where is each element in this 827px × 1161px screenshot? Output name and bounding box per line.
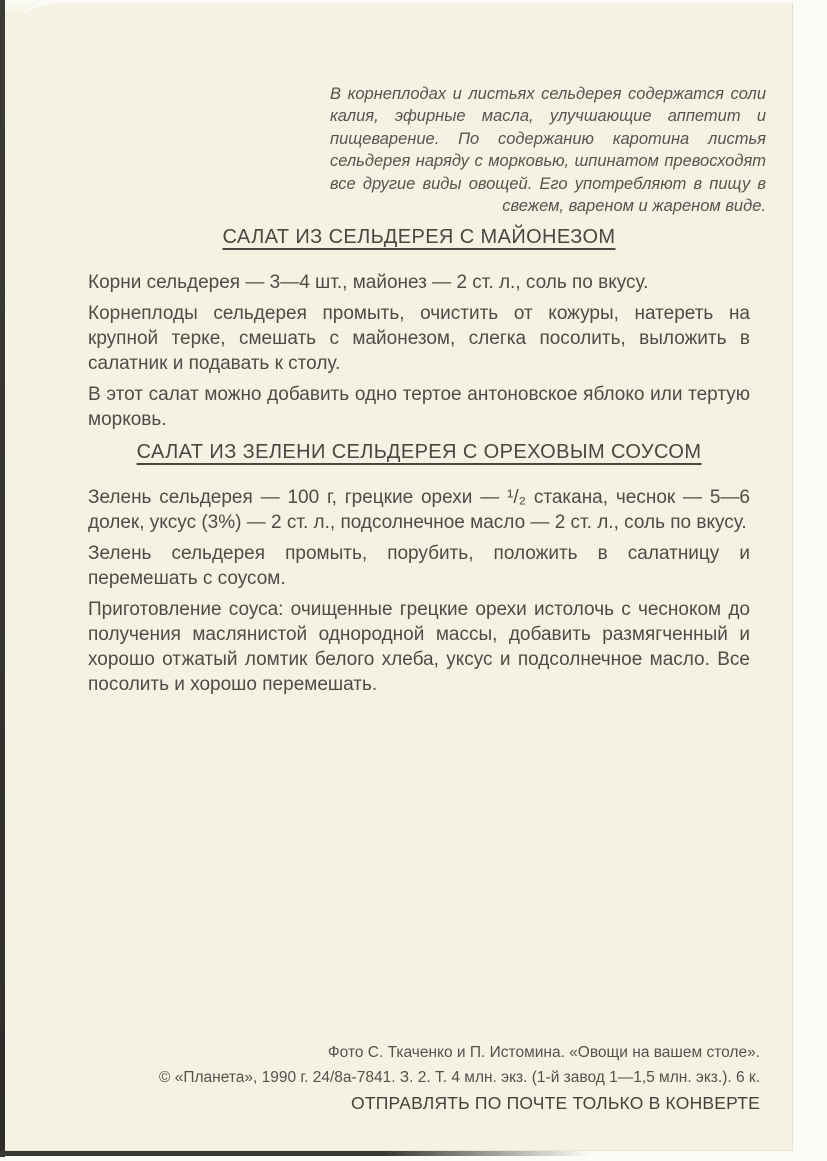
mailing-notice: ОТПРАВЛЯТЬ ПО ПОЧТЕ ТОЛЬКО В КОНВЕРТЕ	[351, 1093, 760, 1114]
scan-left-edge	[0, 0, 5, 1157]
recipe-celery-mayonnaise	[88, 225, 750, 438]
recipe-celery-greens-nut-sauce	[88, 440, 750, 703]
intro-note: В корнеплодах и листьях сельдерея содержатся соли калия, эфирные масла, улучшающие аппетит и пищеварение. По содержанию каротина листья сельдерея наряду с морковью, шпинатом превосходят все другие виды овощей. Его употребляют в пищу в свежем, вареном и жареном виде.	[330, 85, 766, 216]
recipe-title: САЛАТ ИЗ ЗЕЛЕНИ СЕЛЬДЕРЕЯ С ОРЕХОВЫМ СОУСОМ	[136, 441, 702, 463]
recipe-step: Приготовление соуса: очищенные грецкие орехи истолочь с чесноком до получения маслянистой однородной массы, добавить размягченный и хорошо отжатый ломтик белого хлеба, уксус и подсолнечное масло. Все посолить и хорошо перемешать.	[88, 599, 750, 695]
photo-credit: Фото С. Ткаченко и П. Истомина. «Овощи на вашем столе».	[327, 1044, 760, 1061]
recipe-ingredients: Корни сельдерея — 3—4 шт., майонез — 2 ст. л., соль по вкусу.	[88, 272, 649, 293]
postcard-back	[5, 3, 793, 1151]
recipe-step: В этот салат можно добавить одно тертое антоновское яблоко или тертую морковь.	[88, 384, 750, 430]
imprint-block	[60, 1041, 760, 1116]
publisher-line: © «Планета», 1990 г. 24/8а-7841. З. 2. Т. 4 млн. экз. (1-й завод 1—1,5 млн. экз.). 6 к.	[159, 1068, 760, 1086]
recipe-step: Корнеплоды сельдерея промыть, очистить от кожуры, натереть на крупной терке, смешать с майонезом, слегка посолить, выложить в салатник и подавать к столу.	[88, 303, 750, 374]
scan-bottom-edge	[0, 1151, 590, 1156]
recipe-step: Зелень сельдерея промыть, порубить, положить в салатницу и перемешать с соусом.	[88, 543, 750, 589]
recipe-title: САЛАТ ИЗ СЕЛЬДЕРЕЯ С МАЙОНЕЗОМ	[222, 226, 616, 248]
recipe-ingredients: Зелень сельдерея — 100 г, грецкие орехи — ¹/₂ стакана, чеснок — 5—6 долек, уксус (3%) — 2 ст. л., подсолнечное масло — 2 ст. л., соль по вкусу.	[88, 487, 750, 533]
